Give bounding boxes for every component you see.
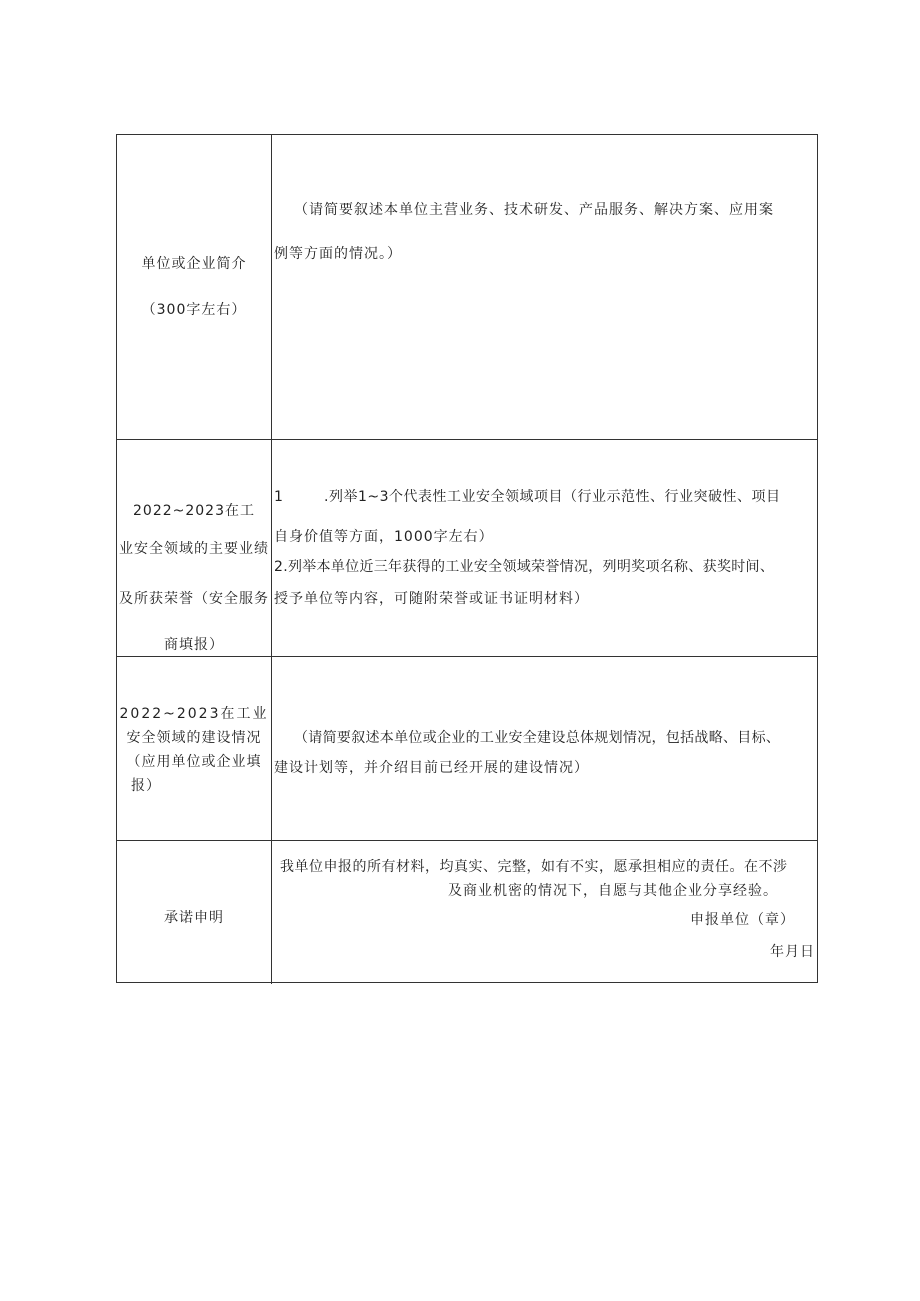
- commitment-line-1: 我单位申报的所有材料，均真实、完整，如有不实，愿承担相应的责任。在不涉: [280, 859, 788, 875]
- label-cell: [117, 657, 272, 840]
- label-achievements-line-4: 商填报）: [164, 637, 224, 653]
- content-cell[interactable]: [272, 657, 817, 840]
- content-cell: [272, 841, 817, 984]
- construction-instruction-line-2: 建设计划等，并介绍目前已经开展的建设情况）: [274, 760, 589, 776]
- row-construction: [117, 657, 817, 841]
- application-form-table: [116, 134, 818, 983]
- row-commitment: [117, 841, 817, 984]
- label-cell: [117, 440, 272, 656]
- label-achievements-line-3: 及所获荣誉（安全服务: [119, 591, 269, 607]
- content-cell[interactable]: [272, 135, 817, 439]
- label-cell: [117, 135, 272, 439]
- intro-instruction-line-2: 例等方面的情况。）: [274, 246, 402, 262]
- achievements-item-2-line-1: 2.列举本单位近三年获得的工业安全领域荣誉情况，列明奖项名称、获奖时间、: [274, 559, 775, 575]
- achievements-item-1-line-2: 自身价值等方面，1000字左右）: [274, 529, 494, 545]
- row-company-intro: [117, 135, 817, 440]
- label-construction-line-3: （应用单位或企业填: [126, 754, 262, 770]
- construction-instruction-line-1: （请简要叙述本单位或企业的工业安全建设总体规划情况，包括战略、目标、: [294, 730, 781, 746]
- achievements-item-1-line-1: .列举1~3个代表性工业安全领域项目（行业示范性、行业突破性、项目: [324, 489, 781, 505]
- intro-instruction-line-1: （请简要叙述本单位主营业务、技术研发、产品服务、解决方案、应用案: [294, 202, 774, 218]
- achievements-item-2-line-2: 授予单位等内容，可随附荣誉或证书证明材料）: [274, 591, 589, 607]
- achievements-item-number: 1: [274, 489, 284, 505]
- label-word-limit: （300字左右）: [141, 302, 247, 318]
- commitment-line-2: 及商业机密的情况下，自愿与其他企业分享经验。: [448, 883, 778, 899]
- label-achievements-line-1: 2022~2023在工: [133, 503, 255, 519]
- label-construction-line-4: 报）: [131, 778, 161, 794]
- label-construction-line-2: 安全领域的建设情况: [126, 730, 262, 746]
- content-cell[interactable]: [272, 440, 817, 656]
- label-commitment: 承诺申明: [164, 910, 224, 926]
- signature-date: 年月日: [770, 944, 815, 960]
- applicant-seal-label: 申报单位（章）: [690, 912, 795, 928]
- label-achievements-line-2: 业安全领域的主要业绩: [119, 541, 269, 557]
- label-construction-line-1: 2022~2023在工业: [119, 706, 269, 722]
- label-company-intro: 单位或企业简介: [141, 256, 247, 272]
- row-achievements: [117, 440, 817, 657]
- label-cell: [117, 841, 272, 984]
